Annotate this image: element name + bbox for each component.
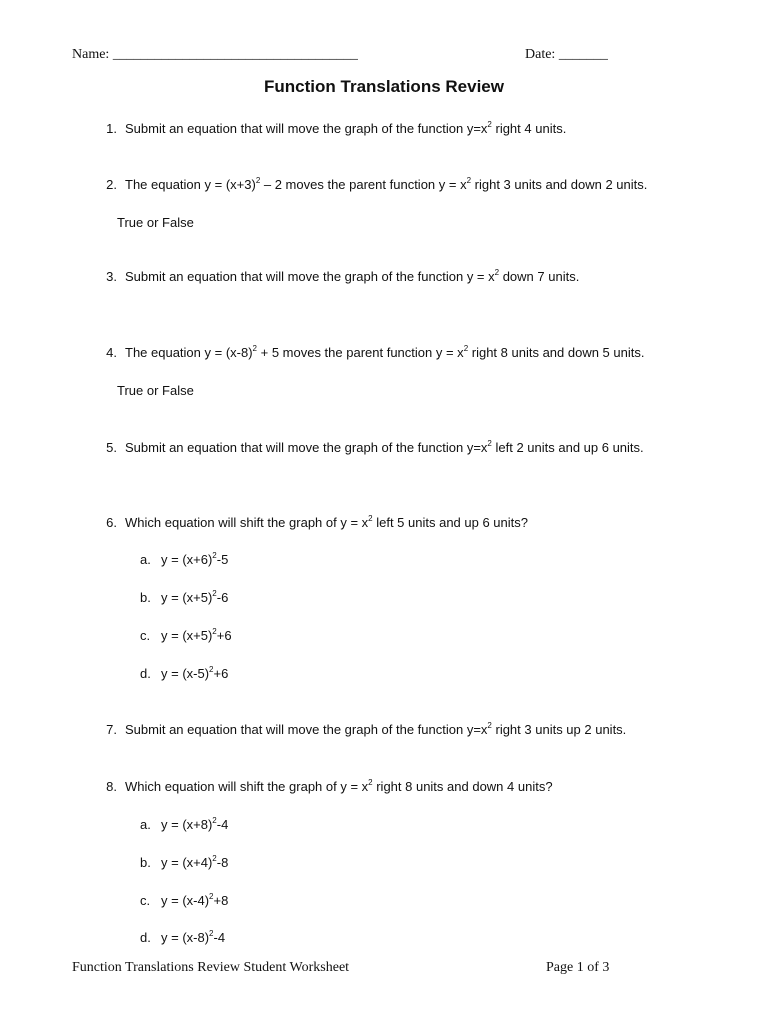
question-text: Submit an equation that will move the graph of the function $y = x^2$ down 7 units. <box>125 267 580 284</box>
date-blank[interactable]: _______ <box>558 47 608 62</box>
question-number: 7. <box>106 722 117 737</box>
question-text: The equation $y = (x-8)^2 + 5$ moves the parent function $y = x^2$ right 8 units and down 5 units. <box>125 343 645 360</box>
question-number: 3. <box>106 269 117 284</box>
name-label: Name: <box>72 47 113 62</box>
question-text: Submit an equation that will move the graph of the function $y=x^2$ right 4 units. <box>125 119 567 136</box>
question-number: 4. <box>106 345 117 360</box>
question-number: 6. <box>106 515 117 530</box>
question-number: 2. <box>106 177 117 192</box>
name-blank[interactable]: ___________________________________ <box>112 47 358 62</box>
true-or-false: True or False <box>117 383 194 398</box>
date-label: Date: <box>525 47 559 62</box>
question-number: 8. <box>106 779 117 794</box>
question-text: Submit an equation that will move the graph of the function $y=x^2$ left 2 units and up 6 units. <box>125 438 644 455</box>
true-or-false: True or False <box>117 215 194 230</box>
page-title: Function Translations Review <box>264 77 504 96</box>
question-number: 5. <box>106 440 117 455</box>
name-field[interactable] <box>72 47 358 63</box>
date-field[interactable] <box>525 47 608 63</box>
page-number: Page 1 of 3 <box>546 960 610 975</box>
question-number: 1. <box>106 121 117 136</box>
footer-title: Function Translations Review Student Worksheet <box>72 960 350 975</box>
question-text: The equation $y = (x+3)^2 - 2$ moves the parent function $y = x^2$ right 3 units and down 2 units. <box>125 175 648 192</box>
question-text: Which equation will shift the graph of $y = x^2$ left 5 units and up 6 units? <box>125 513 528 530</box>
question-text: Submit an equation that will move the graph of the function $y=x^2$ right 3 units up 2 units. <box>125 720 627 737</box>
question-text: Which equation will shift the graph of $y = x^2$ right 8 units and down 4 units? <box>125 777 553 794</box>
